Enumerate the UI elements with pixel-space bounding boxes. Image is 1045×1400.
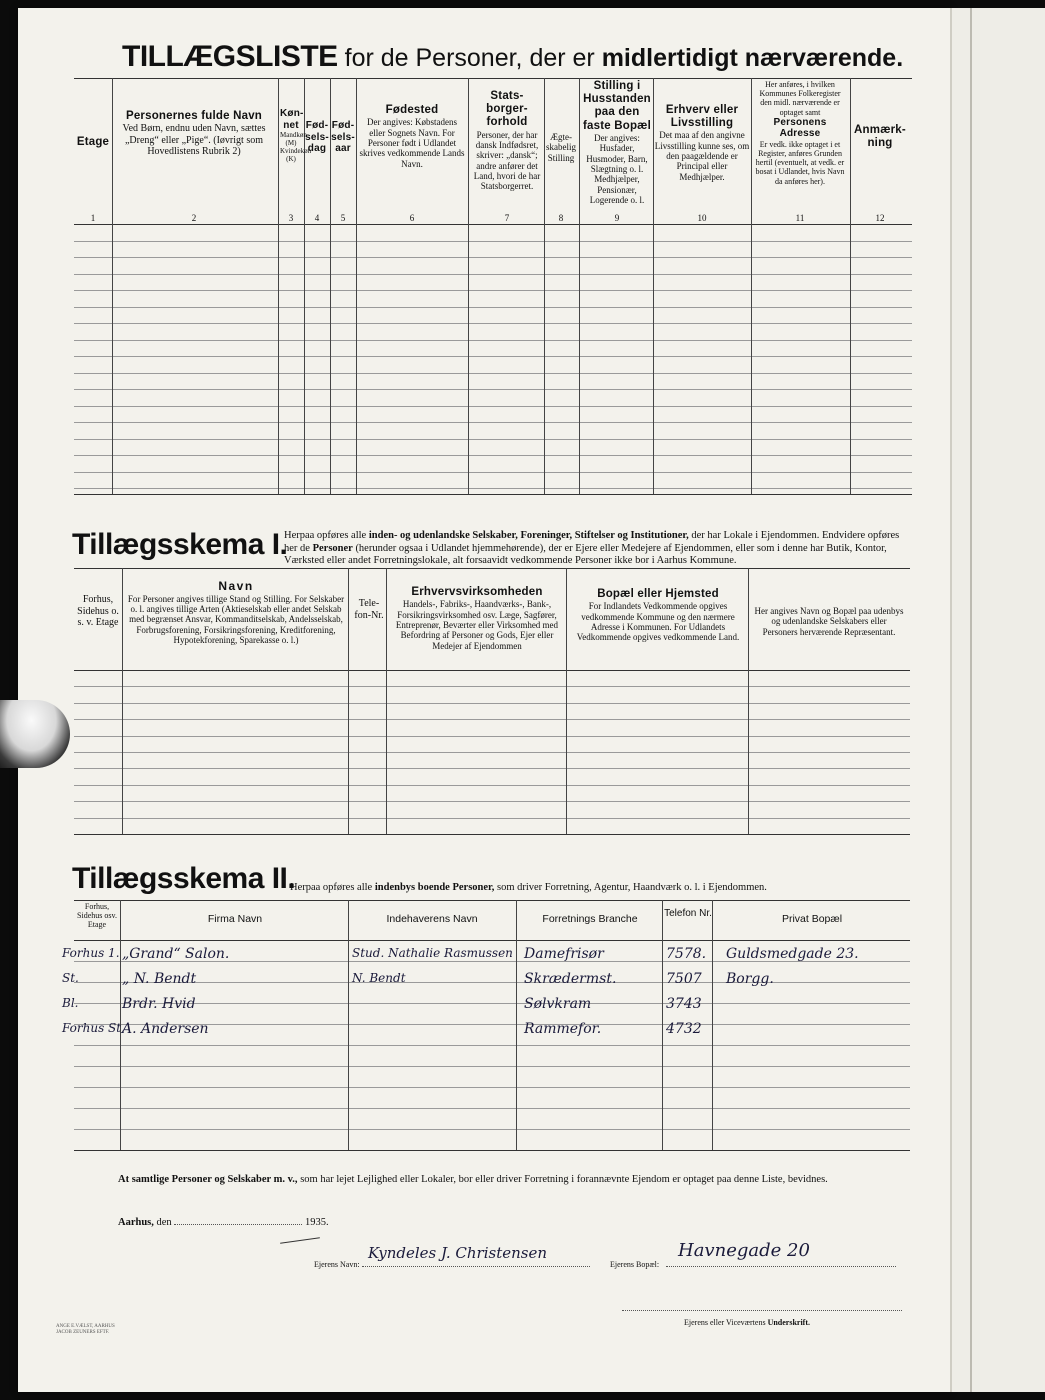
col-header-statsborger: Stats-borger-forhold Personer, der har dansk Indfødsret, skriver: „dansk“; andre anfører det Land, hvori de har Statsborgerret.: [473, 90, 541, 192]
s2-cell-etage: Bl.: [62, 996, 79, 1010]
s2-cell-firma: „ N. Bendt: [122, 971, 197, 987]
column-divider: [356, 78, 357, 494]
signature-label: Ejerens eller Viceværtens Underskrift.: [684, 1318, 811, 1327]
s2-cell-telefon: 4732: [666, 1021, 702, 1037]
ruled-line: [74, 406, 912, 407]
page-title: [122, 40, 903, 74]
ruled-line: [74, 703, 910, 704]
ruled-line: [74, 241, 912, 242]
s2-cell-firma: A. Andersen: [122, 1021, 209, 1037]
column-divider: [348, 568, 349, 834]
ruled-line: [74, 1108, 910, 1109]
col-num: 5: [340, 213, 346, 223]
ruled-line: [74, 736, 910, 737]
s2-header-branche: Forretnings Branche: [542, 913, 638, 925]
s1-header-telefon: Tele-fon-Nr.: [354, 598, 384, 621]
col-num: 12: [875, 213, 885, 223]
column-divider: [386, 568, 387, 834]
col-num: 9: [614, 213, 620, 223]
ruled-line: [74, 340, 912, 341]
col-num: 2: [191, 213, 197, 223]
col-num: 3: [288, 213, 294, 223]
col-num: 1: [90, 213, 96, 223]
col-header-aegteskab: Ægte-skabelig Stilling: [546, 132, 576, 163]
column-divider: [662, 900, 663, 1150]
owner-name: Kyndeles J. Christensen: [368, 1244, 547, 1262]
col-num: 6: [409, 213, 415, 223]
title-normal: for de Personer, der er: [337, 44, 602, 72]
ruled-line: [74, 818, 910, 819]
ruled-line: [74, 1087, 910, 1088]
s2-header-telefon: Telefon Nr.: [664, 908, 712, 919]
s2-header-bopael: Privat Bopæl: [781, 913, 843, 925]
ruled-line: [74, 1003, 910, 1004]
s2-cell-indehaver: N. Bendt: [352, 971, 406, 985]
form-page: [18, 8, 950, 1392]
s2-cell-indehaver: Stud. Nathalie Rasmussen: [352, 946, 513, 960]
ruled-line: [74, 1066, 910, 1067]
skema1-title: Tillægsskema I.: [72, 528, 288, 561]
place-date: Aarhus, den 1935.: [118, 1217, 329, 1228]
skema2-title: Tillægsskema II.: [72, 862, 296, 895]
s2-cell-bopael: Borgg.: [726, 971, 774, 987]
owner-address-label: Ejerens Bopæl:: [610, 1260, 660, 1269]
skema2-intro: Herpaa opføres alle indenbys boende Personer, som driver Forretning, Agentur, Haandværk o. l. i Ejendommen.: [290, 882, 767, 893]
s2-cell-branche: Sølvkram: [524, 996, 592, 1012]
ruled-line: [74, 719, 910, 720]
s2-cell-etage: Forhus 1.: [62, 946, 120, 960]
column-divider: [712, 900, 713, 1150]
col-num: 8: [558, 213, 564, 223]
s2-cell-etage: Forhus St.: [62, 1021, 125, 1035]
ruled-line: [74, 801, 910, 802]
s1-header-repraesentant: Her angives Navn og Bopæl paa udenbys og udenlandske Selskabers eller Personers herværende Repræsentant.: [754, 606, 904, 637]
ruled-line: [74, 472, 912, 473]
s1-header-etage: Forhus, Sidehus o. s. v. Etage: [77, 594, 119, 628]
s2-cell-firma: Brdr. Hvid: [122, 996, 196, 1012]
s2-header-etage: Forhus, Sidehus osv. Etage: [77, 902, 117, 930]
ruled-line: [74, 488, 912, 489]
footer-statement: At samtlige Personer og Selskaber m. v., som har lejet Lejlighed eller Lokaler, bor eller driver Forretning i forannævnte Ejendom er optaget paa denne Liste, bevidnes.: [118, 1174, 828, 1185]
s2-header-firma: Firma Navn: [207, 913, 263, 925]
column-divider: [751, 78, 752, 494]
s2-cell-branche: Skrædermst.: [524, 971, 617, 987]
column-divider: [278, 78, 279, 494]
s2-cell-telefon: 7578.: [666, 946, 707, 962]
ruled-line: [74, 422, 912, 423]
col-header-kon: Køn-net Mandkøn (M) Kvindekøn (K): [280, 108, 312, 164]
column-divider: [748, 568, 749, 834]
col-header-fodselsaar: Fød-sels-aar: [331, 120, 355, 154]
col-header-erhverv: Erhverv eller Livsstilling Det maa af den angivne Livsstilling kunne ses, om den paagældende er Principal eller Medhjælper.: [654, 104, 750, 182]
col-header-adresse: Her anføres, i hvilken Kommunes Folkeregister den midl. nærværende er optaget samt Personens Adresse Er vedk. ikke optaget i et Register, anføres Grunden hertil (eventuelt, at vedk. er bosat i Udlandet, hvis Navn da anføres her).: [755, 80, 845, 186]
ruled-line: [74, 785, 910, 786]
col-header-fodselsdag: Fød-sels-dag: [305, 120, 329, 154]
col-header-anmaerkning: Anmærk-ning: [854, 124, 906, 150]
column-divider: [112, 78, 113, 494]
s2-cell-telefon: 7507: [666, 971, 702, 987]
title-bold2: midlertidigt nærværende.: [601, 44, 904, 72]
s2-cell-branche: Rammefor.: [524, 1021, 602, 1037]
ruled-line: [74, 389, 912, 390]
col-header-navn: Personernes fulde Navn Ved Børn, endnu uden Navn, sættes „Dreng“ eller „Pige“. (Iøvrigt som Hovedlistens Rubrik 2): [122, 110, 266, 158]
next-page-edge: [950, 8, 1045, 1392]
column-divider: [516, 900, 517, 1150]
s2-cell-firma: „Grand“ Salon.: [122, 946, 230, 962]
ruled-line: [74, 1129, 910, 1130]
s2-header-indehaver: Indehaverens Navn: [386, 913, 478, 925]
ruled-line: [74, 373, 912, 374]
column-divider: [348, 900, 349, 1150]
owner-address: Havnegade 20: [678, 1240, 810, 1261]
column-divider: [566, 568, 567, 834]
col-num: 7: [504, 213, 510, 223]
column-divider: [122, 568, 123, 834]
ruled-line: [74, 686, 910, 687]
ruled-line: [74, 307, 912, 308]
s2-cell-etage: St.: [62, 971, 79, 985]
ruled-line: [74, 768, 910, 769]
s1-header-bopael: Bopæl eller Hjemsted For Indlandets Vedkommende opgives vedkommende Kommune og den nærmere Adresse i Kommunen. For Udlandets Vedkommende opgives vedkommende Land.: [576, 588, 740, 643]
ruled-line: [74, 257, 912, 258]
ruled-line: [74, 1045, 910, 1046]
col-num: 10: [697, 213, 707, 223]
column-divider: [850, 78, 851, 494]
ruled-line: [74, 290, 912, 291]
col-num: 11: [795, 213, 805, 223]
ruled-line: [74, 274, 912, 275]
thumb: [0, 700, 70, 768]
s2-cell-telefon: 3743: [666, 996, 702, 1012]
ruled-line: [74, 439, 912, 440]
col-num: 4: [314, 213, 320, 223]
s1-header-erhverv: Erhvervsvirksomheden Handels-, Fabriks-, Haandværks-, Bank-, Forsikringsvirksomhed osv. Læge, Sagfører, Entreprenør, Beværter eller Virksomhed med Befordring af Personer og Gods, Ejer eller Medejer af Ejendommen: [395, 586, 559, 651]
ruled-line: [74, 455, 912, 456]
ruled-line: [74, 982, 910, 983]
s2-cell-bopael: Guldsmedgade 23.: [726, 946, 859, 962]
title-bold: TILLÆGSLISTE: [122, 40, 338, 73]
col-header-fodested: Fødested Der angives: Købstadens eller Sognets Navn. For Personer født i Udlandet skrives vedkommende Lands Navn.: [359, 104, 465, 169]
ruled-line: [74, 356, 912, 357]
s1-header-navn: Navn For Personer angives tillige Stand og Stilling. For Selskaber o. l. angives tillige Arten (Aktieselskab eller andet Selskab med begrænset Ansvar, Kommanditselskab, Andelsselskab, Forbrugsforening, Forsikringsforening, Kreditforening, Hypotekforening, Sparekasse o. l.): [127, 579, 345, 646]
col-header-stilling: Stilling i Husstanden paa den faste Bopæl Der angives: Husfader, Husmoder, Barn, Slægtning o. l. Medhjælper, Pensionær, Logerende o. l.: [582, 80, 652, 205]
owner-name-label: Ejerens Navn:: [314, 1260, 360, 1269]
printer-mark: ANGE E.VÆLST, AARHUS JACOB ZEUNERS EFTF.: [56, 1324, 115, 1335]
skema1-intro: Herpaa opføres alle inden- og udenlandske Selskaber, Foreninger, Stiftelser og Institutioner, der har Lokale i Ejendommen. Endvidere opføres her de Personer (herunder ogsaa i Udlandet hjemmehørende), der er Ejere eller Medejere af Ejendommen, eller som i denne har Butik, Kontor, Værksted eller andet Forretningslokale, alt forsaavidt vedkommende Personer ikke bor i Aarhus Kommune.: [284, 530, 900, 567]
column-divider: [468, 78, 469, 494]
ruled-line: [74, 752, 910, 753]
col-header-etage: Etage: [76, 136, 110, 148]
s2-cell-branche: Damefrisør: [524, 946, 604, 962]
ruled-line: [74, 323, 912, 324]
